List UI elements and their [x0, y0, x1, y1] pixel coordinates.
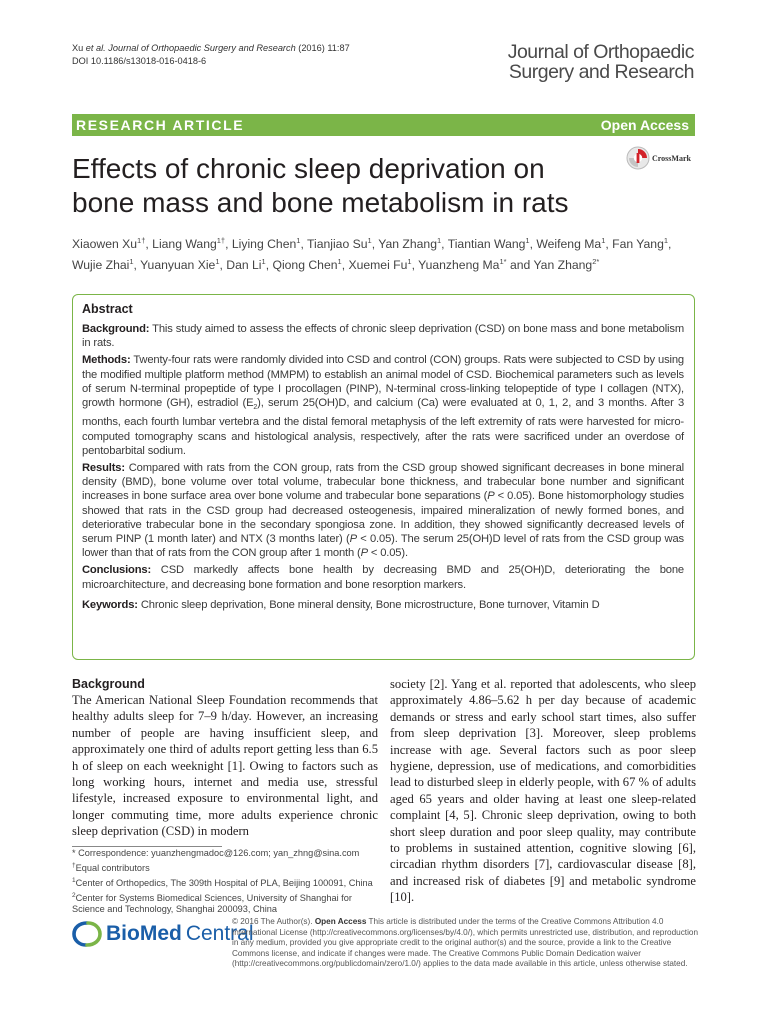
methods-text: Twenty-four rats were randomly divided into CSD and control (CON) groups. Rats were subjected to CSD by using the modified multiple platform method (MMPM) to establish an animal model of CSD. Biochemical parameters such as levels of serum N-terminal propeptide of type I procollagen (PINP), N-terminal cross-linking telopeptide of type I collagen (NTX), growth hormone (GH), estradiol (E: [82, 354, 684, 410]
results-text-cont: < 0.05).: [367, 547, 408, 560]
abstract-background: [82, 322, 684, 350]
logo-text-bold: BioMed: [106, 922, 182, 945]
background-text: This study aimed to assess the effects of chronic sleep deprivation (CSD) on bone mass and bone metabolism in rats.: [82, 323, 684, 350]
abstract-heading: Abstract: [82, 302, 133, 316]
author: Liying Chen$^1$,: [231, 236, 307, 252]
author-affiliation: 1: [129, 257, 134, 267]
author-list: [72, 232, 697, 274]
p-value-symbol: P: [360, 547, 368, 560]
author: Xiaowen $Xu^{1\dagger}$,: [72, 236, 153, 252]
logo-text-regular: Central: [185, 922, 254, 945]
author-affiliation: 1: [367, 236, 372, 245]
affiliation-text: Center of Orthopedics, The 309th Hospital of PLA, Beijing 100091, China: [75, 877, 373, 888]
abstract-results: [82, 461, 684, 560]
citation-journal: Journal of Orthopaedic Surgery and Research: [105, 43, 296, 53]
author-name: Weifeng Ma: [536, 237, 602, 252]
citation-block: [72, 42, 350, 67]
equal-contrib-note: [72, 860, 378, 875]
license-text: This article is distributed under the terms of the Creative Commons Attribution 4.0 International License (http://creativecommons.org/licenses/by/4.0/), which permits unrestricted use, distribution, and reproduction in any medium, provided you give appropriate credit to the original author(s) and the source, provide a link to the Creative Commons license, and indicate if changes were made. The Creative Commons Public Domain Dedication waiver (http://creativecommons.org/publicdomain/zero/1.0/) applies to the data made available in this article, unless otherwise stated.: [232, 917, 699, 969]
author: Yan Zhang$^1$,: [378, 236, 448, 252]
author-affiliation: 1: [337, 257, 342, 267]
author: Wujie Zhai$^1$,: [72, 257, 141, 273]
citation-year-volume: (2016) 11:87: [295, 43, 350, 53]
author-affiliation: 1: [215, 257, 220, 267]
affiliation-number: 2: [72, 891, 76, 899]
author-name: Yuanyuan Xie: [140, 258, 216, 273]
author: Weifeng Ma$^1$,: [536, 236, 613, 252]
body-column-right: [390, 676, 696, 906]
author-name: Liying Chen: [231, 237, 297, 252]
affiliation-2: [72, 890, 378, 917]
author-name: Wujie Zhai: [72, 258, 130, 273]
equal-contrib-text: Equal contributors: [75, 862, 150, 873]
footnote-divider: [72, 846, 222, 847]
author-name: Yan Zhang: [533, 258, 593, 273]
conclusions-text: CSD markedly affects bone health by decreasing BMD and 25(OH)D, deteriorating the bone microarchitecture, and decreasing bone formation and bone resorption markers.: [82, 564, 684, 591]
p-value-symbol: P: [487, 490, 495, 503]
author: Fan Yang$^1$,: [612, 236, 672, 252]
author-affiliation: 1: [525, 236, 530, 245]
open-access-label-license: Open Access: [314, 917, 367, 926]
author: Yuanyuan Xie$^1$,: [140, 257, 227, 273]
methods-subscript: 2: [253, 404, 258, 412]
footnotes: [72, 848, 378, 916]
author: Tiantian Wang$^1$,: [447, 236, 537, 252]
keywords-label: Keywords:: [82, 598, 138, 611]
results-text: Compared with rats from the CON group, rats from the CSD group showed significant decreases in bone mineral density (BMD), bone volume over total volume, trabecular bone thickness, and trabecular bone number and significant increases in bone surface area over bone volume and trabecular bone separations (: [82, 462, 684, 503]
author: Liang Wang$^{1\dagger}$,: [152, 236, 232, 252]
author-name: Fan Yang: [612, 237, 664, 252]
author-affiliation: 1: [663, 236, 669, 245]
author-name: Tianjiao Su: [307, 237, 368, 252]
open-access-label: Open Access: [600, 117, 689, 133]
correspondence-note: * Correspondence: yuanzhengmadoc@126.com; yan_zhng@sina.com: [72, 848, 360, 858]
affiliation-1: [72, 875, 378, 890]
affiliation-number: 1: [72, 876, 76, 884]
author-name: Dan Li: [226, 258, 262, 273]
author-name: Yuanzheng Ma: [418, 258, 500, 273]
keywords-text: Chronic sleep deprivation, Bone mineral density, Bone microstructure, Bone turnover, Vitamin D: [137, 598, 600, 611]
crossmark-icon: [626, 146, 650, 170]
author-affiliation: 1†: [216, 236, 226, 245]
biomed-central-icon: [72, 920, 102, 948]
license-notice: [232, 917, 698, 970]
journal-name-line1: Journal of Orthopaedic: [507, 41, 694, 63]
citation-etal: et al.: [85, 43, 106, 53]
citation-authors: Xu: [72, 43, 86, 53]
author-name: Tiantian Wang: [447, 237, 526, 252]
author-affiliation: 1: [437, 236, 442, 245]
author-affiliation: 1: [296, 236, 301, 245]
body-column-left: [72, 676, 378, 840]
conclusions-label: Conclusions:: [82, 564, 152, 577]
background-label: Background:: [82, 323, 150, 335]
equal-contrib-symbol: †: [72, 861, 76, 869]
author-affiliation: 2*: [592, 257, 600, 267]
author-name: Qiong Chen: [272, 258, 338, 273]
article-type-banner: [72, 114, 695, 136]
body-paragraph-left: The American National Sleep Foundation recommends that healthy adults sleep for 7–9 h/day. However, an increasing number of people are having insufficient sleep, and approximately one third of adults report getting less than 6.5 h of sleep on each weeknight [1]. Owing to factors such as long working hours, internet and media use, stressful lifestyle, increased exposure to environmental light, and longer commuting time, more adults experience chronic sleep deprivation (CSD) in modern: [72, 693, 378, 839]
copyright-text: © 2016 The Author(s).: [232, 917, 315, 926]
article-type-label: RESEARCH ARTICLE: [76, 117, 245, 133]
abstract-box: [72, 294, 695, 660]
author-name: Xuemei Fu: [348, 258, 408, 273]
crossmark-badge[interactable]: [626, 146, 691, 170]
author: Yuanzheng $Ma^{1*}$ and: [418, 257, 534, 273]
crossmark-label: CrossMark: [652, 153, 691, 163]
author: Xuemei Fu$^1$,: [348, 257, 419, 273]
body-paragraph-right: society [2]. Yang et al. reported that adolescents, who sleep approximately 4.86–5.62 h per day because of academic demands or stress and early school start times, also suffer from sleep deprivation [3]. Moreover, sleep problems increase with age. Several factors such as poor sleep hygiene, depression, use of medications, and comorbidities lead to disturbed sleep in elderly people, with 67 % of adults aged 65 years and older having at least one sleep-related complaint [4, 5]. Chronic sleep deprivation, owing to both short sleep duration and poor sleep quality, may contribute to problems in sustained attention, cognitive slowing [6], circadian rhythm disorders [7], cardiovascular disease [8], and increased risk of diabetes [9] and metabolic syndrome [10].: [390, 677, 696, 905]
author-affiliation: 1: [261, 257, 266, 267]
results-text-cont: < 0.05). The serum 25(OH)D level of rats from the CSD group was lower than that of rats from the CON group after 1 month (: [82, 533, 684, 560]
author-affiliation: 1*: [499, 257, 507, 267]
results-text-cont: < 0.05). Bone histomorphology studies showed that rats in the CSD group had decreased osteogenesis, impaired mineralization of newly formed bones, and deteriorative trabecular bone in the secondary spongiosa zone. In addition, they showed significantly decreased levels of serum PINP (1 month later) and NTX (3 months later) (: [82, 490, 684, 546]
abstract-conclusions: [82, 563, 684, 591]
abstract-keywords: [82, 598, 684, 612]
author: [533, 258, 599, 272]
doi: DOI 10.1186/s13018-016-0418-6: [72, 55, 207, 66]
author-name: Xiaowen Xu: [72, 237, 138, 252]
author-affiliation: 1†: [137, 236, 146, 245]
publisher-logo: [72, 920, 254, 948]
author: Dan Li$^1$,: [226, 257, 273, 273]
author-affiliation: 1: [407, 257, 412, 267]
journal-logo: [508, 42, 694, 82]
affiliation-text: Center for Systems Biomedical Sciences, University of Shanghai for Science and Technology, Shanghai 200093, China: [72, 892, 352, 915]
author-name: Liang Wang: [152, 237, 217, 252]
author: Tianjiao Su$^1$,: [307, 236, 379, 252]
methods-label: Methods:: [82, 354, 131, 367]
journal-name-line2: Surgery and Research: [508, 61, 694, 83]
author: Qiong Chen$^1$,: [272, 257, 349, 273]
p-value-symbol: P: [349, 533, 357, 546]
results-label: Results:: [82, 462, 125, 475]
abstract-methods: [82, 353, 684, 458]
citation-line: [72, 42, 350, 55]
section-heading-background: Background: [72, 677, 145, 691]
author-affiliation: 1: [601, 236, 606, 245]
article-title: Effects of chronic sleep deprivation on bone mass and bone metabolism in rats: [72, 153, 569, 218]
author-name: Yan Zhang: [378, 237, 437, 252]
methods-text-cont: ), serum 25(OH)D, and calcium (Ca) were evaluated at 0, 1, 2, and 3 months. After 3 months, each fourth lumbar vertebra and the distal femoral metaphysis of the left extremity of rats were harvested for micro-computed tomography scans and histological analysis, respectively, after the rats were sacrificed under an overdose of pentobarbital sodium.: [82, 397, 685, 457]
